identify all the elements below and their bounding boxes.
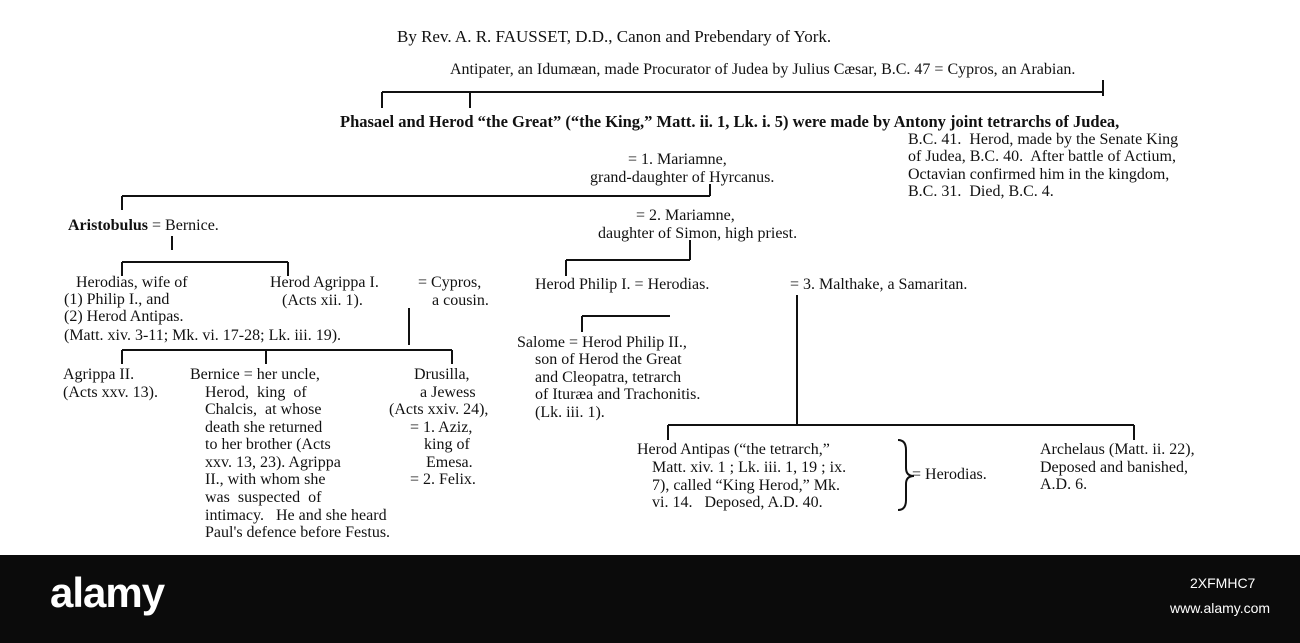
antipas-spouse: = Herodias.	[912, 466, 987, 483]
archelaus-line-3: A.D. 6.	[1040, 476, 1088, 493]
agrippa2-line-1: Agrippa II.	[63, 366, 135, 383]
bernice-line-1: Bernice = her uncle,	[190, 366, 320, 383]
bernice-line-9: intimacy. He and she heard	[205, 507, 387, 524]
mariamne2-line-1: = 2. Mariamne,	[636, 207, 735, 224]
bernice-line-4: death she returned	[205, 419, 323, 436]
bernice-line-6: xxv. 13, 23). Agrippa	[205, 454, 341, 471]
drusilla-line-6: Emesa.	[426, 454, 473, 471]
bernice-line-7: II., with whom she	[205, 471, 326, 488]
bernice-line-5: to her brother (Acts	[205, 436, 331, 453]
antipas-line-1: Herod Antipas (“the tetrarch,”	[637, 441, 830, 458]
drusilla-line-5: king of	[424, 436, 470, 453]
herod-note-3: Octavian confirmed him in the kingdom,	[908, 166, 1170, 183]
agrippa1-line-1: Herod Agrippa I.	[270, 274, 379, 291]
agrippa1-line-2: (Acts xii. 1).	[282, 292, 363, 309]
mariamne1-line-1: = 1. Mariamne,	[628, 151, 727, 168]
author-line: By Rev. A. R. FAUSSET, D.D., Canon and Prebendary of York.	[397, 27, 832, 46]
herodias-line-3: (2) Herod Antipas.	[64, 308, 184, 325]
mariamne1-line-2: grand-daughter of Hyrcanus.	[590, 169, 775, 186]
connector-salome	[582, 316, 670, 332]
aristobulus-name: Aristobulus	[68, 217, 149, 234]
connector-malthake	[668, 295, 1134, 440]
aristobulus-spouse: = Bernice.	[148, 217, 219, 234]
agrippa2-line-2: (Acts xxv. 13).	[63, 384, 158, 401]
connector-mariamne1	[122, 184, 710, 210]
herodias-line-1: Herodias, wife of	[76, 274, 188, 291]
antipas-line-3: 7), called “King Herod,” Mk.	[652, 477, 840, 494]
antipas-line-4: vi. 14. Deposed, A.D. 40.	[652, 494, 823, 511]
salome-line-5: (Lk. iii. 1).	[535, 404, 605, 421]
aristobulus-entry	[68, 217, 219, 234]
herod-note-1: B.C. 41. Herod, made by the Senate King	[908, 131, 1179, 148]
salome-line-1: Salome = Herod Philip II.,	[517, 334, 687, 351]
salome-line-2: son of Herod the Great	[535, 351, 682, 368]
drusilla-line-3: (Acts xxiv. 24),	[389, 401, 489, 418]
bernice-line-3: Chalcis, at whose	[205, 401, 322, 418]
herod-note-4: B.C. 31. Died, B.C. 4.	[908, 183, 1054, 200]
antipater-line: Antipater, an Idumæan, made Procurator of Judea by Julius Cæsar, B.C. 47 = Cypros, an Arabian.	[450, 61, 1076, 78]
drusilla-line-2: a Jewess	[420, 384, 476, 401]
phasael-herod-line: Phasael and Herod “the Great” (“the King,” Matt. ii. 1, Lk. i. 5) were made by Antony joint tetrarchs of Judea,	[340, 112, 1120, 131]
connector-mariamne2	[566, 240, 690, 276]
drusilla-line-4: = 1. Aziz,	[410, 419, 473, 436]
antipas-line-2: Matt. xiv. 1 ; Lk. iii. 1, 19 ; ix.	[652, 459, 847, 476]
connector-aristobulus	[122, 236, 288, 276]
cypros-line-2: a cousin.	[432, 292, 489, 309]
malthake-entry: = 3. Malthake, a Samaritan.	[790, 276, 968, 293]
herodias-line-4: (Matt. xiv. 3-11; Mk. vi. 17-28; Lk. iii. 19).	[64, 327, 342, 344]
herod-note-2: of Judea, B.C. 40. After battle of Actium,	[908, 148, 1176, 165]
archelaus-line-1: Archelaus (Matt. ii. 22),	[1040, 441, 1195, 458]
site-url: www.alamy.com	[1170, 600, 1271, 616]
philip1-entry: Herod Philip I. = Herodias.	[535, 276, 710, 293]
herodias-line-2: (1) Philip I., and	[64, 291, 170, 308]
bernice-line-10: Paul's defence before Festus.	[205, 524, 391, 541]
watermark-banner	[0, 555, 1300, 643]
bernice-line-8: was suspected of	[205, 489, 322, 506]
bernice-line-2: Herod, king of	[205, 384, 307, 401]
connector-antipater	[382, 80, 1103, 108]
archelaus-line-2: Deposed and banished,	[1040, 459, 1188, 476]
alamy-logo: alamy	[50, 569, 165, 616]
drusilla-line-1: Drusilla,	[414, 366, 470, 383]
drusilla-line-7: = 2. Felix.	[410, 471, 476, 488]
salome-line-4: of Ituræa and Trachonitis.	[535, 386, 701, 403]
image-id: 2XFMHC7	[1190, 575, 1256, 591]
cypros-line-1: = Cypros,	[418, 274, 482, 291]
salome-line-3: and Cleopatra, tetrarch	[535, 369, 682, 386]
mariamne2-line-2: daughter of Simon, high priest.	[598, 225, 798, 242]
